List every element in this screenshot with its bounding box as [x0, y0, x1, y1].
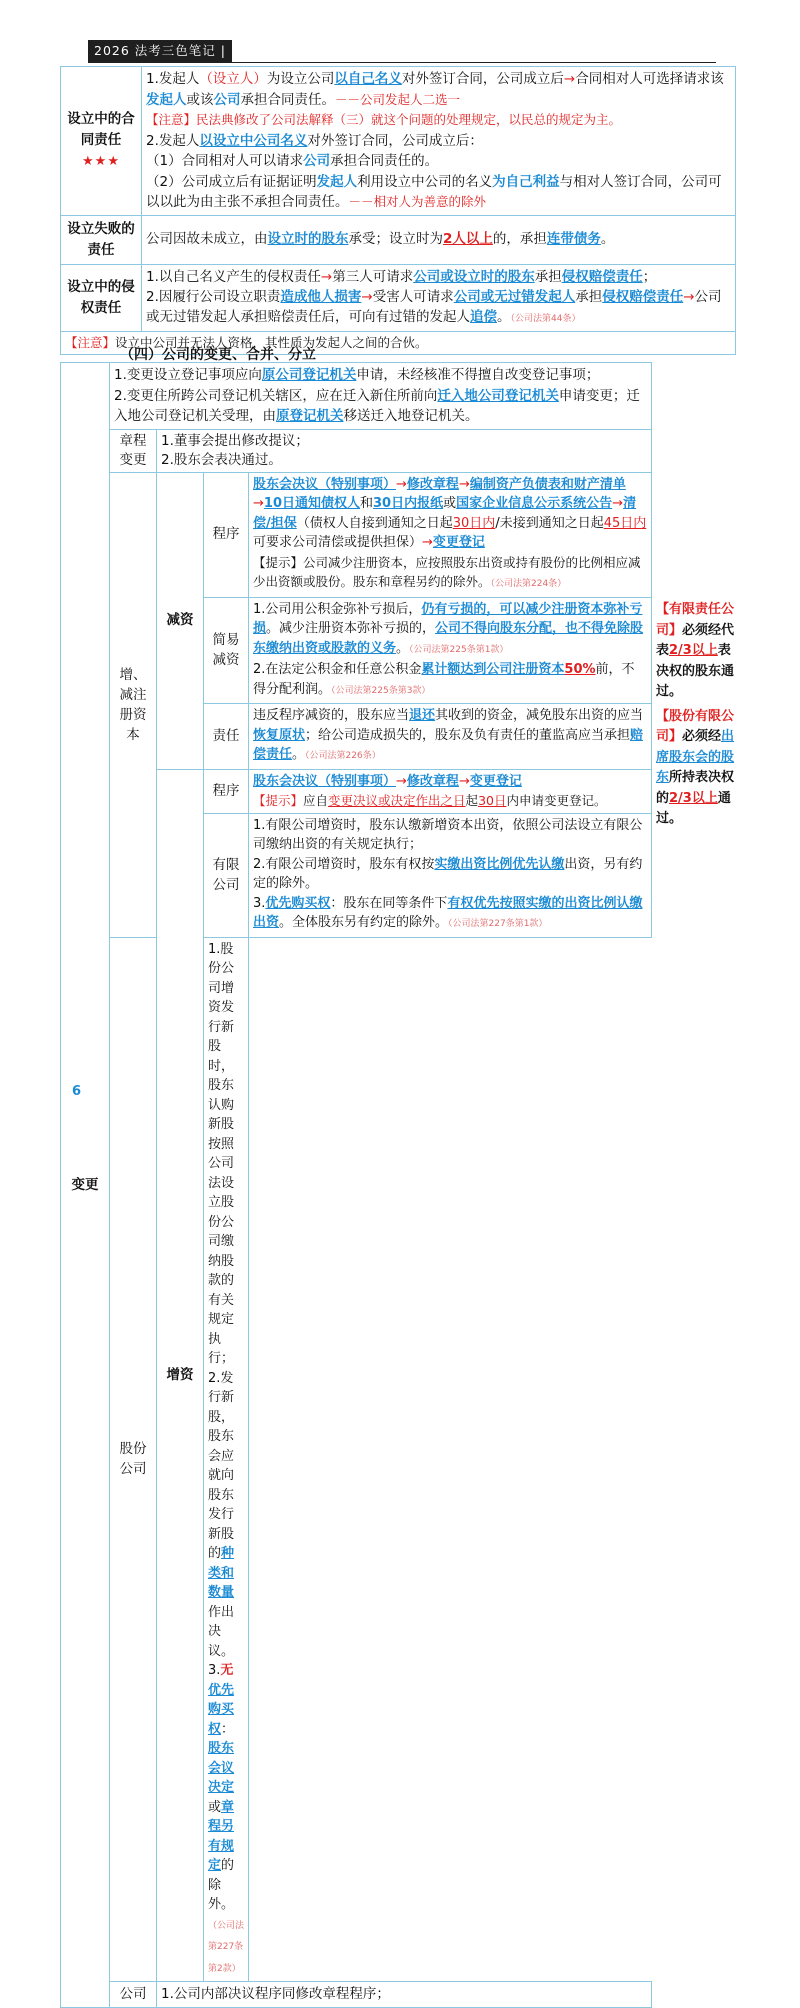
- capital-label: 增、减注册资本: [110, 472, 157, 937]
- tort-content: [142, 264, 736, 331]
- list-item: 1.有限公司增资时，股东认缴新增资本出资，依照公司法设立有限公司缴纳出资的有关规定执行；: [253, 817, 643, 852]
- list-item: 1.董事会提出修改提议；: [161, 432, 309, 449]
- table-row: [61, 67, 736, 216]
- row-label-tort: 设立中的侵权责任: [61, 264, 142, 331]
- header-rule: [88, 62, 716, 63]
- increase-label: 增资: [157, 769, 204, 1982]
- table-row: [61, 1982, 652, 2008]
- table-row: [61, 937, 652, 1982]
- list-item: 1.发起人（设立人）为设立公司以自己名义对外签订合同，公司成立后→合同相对人可选择请求该发起人或该公司承担合同责任。－－公司发起人二选一: [146, 71, 724, 108]
- reduce-responsibility: 违反程序减资的，股东应当退还其收到的资金，减免股东出资的应当恢复原状；给公司造成损失的，股东及负有责任的董监高应当承担赔偿责任。（公司法第226条）: [249, 704, 652, 770]
- page-number: 6: [72, 1084, 82, 1099]
- llc-label: 有限公司: [204, 813, 249, 937]
- side-note: [656, 600, 736, 830]
- charter-label: 章程变更: [110, 429, 157, 472]
- list-item: 3.无优先购买权：股东会议决定或章程另有规定的除外。（公司法第227条第2款）: [208, 1663, 245, 1974]
- table-row: [61, 363, 652, 430]
- row-label-failure: 设立失败的责任: [61, 215, 142, 264]
- list-item: 1.以自己名义产生的侵权责任→第三人可请求公司或设立时的股东承担侵权赔偿责任；: [146, 268, 657, 285]
- last-content: 1.公司内部决议程序同修改章程程序；: [157, 1982, 652, 2008]
- simple-label: 简易减资: [204, 597, 249, 704]
- row-label-text: 设立中的合同责任: [67, 111, 135, 149]
- list-item: 2.有限公司增资时，股东有权按实缴出资比例优先认缴出资，另有约定的除外。: [253, 856, 643, 891]
- table-row: [61, 472, 652, 597]
- simple-reduce: [249, 597, 652, 704]
- table-row: [61, 264, 736, 331]
- list-item: 1.变更设立登记事项应向原公司登记机关申请，未经核准不得擅自改变登记事项；: [114, 367, 600, 383]
- list-item: 2.股东会表决通过。: [161, 451, 282, 468]
- llc-increase: [249, 813, 652, 937]
- list-item: 3.优先购买权：股东在同等条件下有权优先按照实缴的出资比例认缴出资。全体股东另有约定的除外。（公司法第227条第1款）: [253, 895, 643, 930]
- failure-content: 公司因故未成立，由设立时的股东承受；设立时为2人以上的，承担连带债务。: [142, 215, 736, 264]
- list-item: 2.因履行公司设立职责造成他人损害→受害人可请求公司或无过错发起人承担侵权赔偿责任→公司或无过错发起人承担赔偿责任后，可向有过错的发起人追偿。（公司法第44条）: [146, 288, 722, 325]
- company-change-table: [60, 362, 652, 2008]
- inc-proc-label: 程序: [204, 769, 249, 813]
- list-item: 2.发行新股，股东会应就向股东发行新股的种类和数量作出决议。: [208, 1370, 235, 1659]
- reduce-label: 减资: [157, 472, 204, 769]
- list-item: 1.公司用公积金弥补亏损后，仍有亏损的，可以减少注册资本弥补亏损。减少注册资本弥补亏损的，公司不得向股东分配，也不得免除股东缴纳出资或股款的义务。（公司法第225条第1款）: [253, 601, 644, 656]
- increase-procedure: [249, 769, 652, 813]
- note-text: 【注意】民法典修改了公司法解释（三）就这个问题的处理规定，以民总的规定为主。: [146, 112, 622, 127]
- charter-content: [157, 429, 652, 472]
- change-label: 变更: [61, 363, 110, 2008]
- row-label-contract: [61, 67, 142, 216]
- jsc-increase: [204, 937, 249, 1982]
- list-item: 1.股份公司增资发行新股时，股东认购新股按照公司法设立股份公司缴纳股款的有关规定执行；: [208, 941, 235, 1366]
- list-item: 2.变更住所跨公司登记机关辖区，应在迁入新住所前向迁入地公司登记机关申请变更；迁入地公司登记机关受理，由原登记机关移送迁入地登记机关。: [114, 387, 640, 424]
- page-header: 2026 法考三色笔记 | 商经: [88, 40, 232, 62]
- side-note-jsc: 【股份有限公司】必须经出席股东会的股东所持表决权的2/3以上通过。: [656, 708, 735, 826]
- jsc-label: 股份公司: [110, 937, 157, 1982]
- side-note-llc: 【有限责任公司】必须经代表2/3以上表决权的股东通过。: [656, 602, 735, 699]
- table-row: [61, 429, 652, 472]
- reduce-procedure: 股东会决议（特别事项）→修改章程→编制资产负债表和财产清单→10日通知债权人和30日内报纸或国家企业信息公示系统公告→清偿/担保（债权人自接到通知之日起30日内/未接到通知之日起45日内可要求公司清偿或提供担保）→变更登记 【提示】公司减少注册资本，应按照股东出资或持有股份的比例相应减少出资额或股份。股东和章程另约的除外。（公司法第224条）: [249, 472, 652, 597]
- resp-label: 责任: [204, 704, 249, 770]
- section-title: （四）公司的变更、合并、分立: [120, 347, 316, 363]
- change-intro: [110, 363, 652, 430]
- proc-label: 程序: [204, 472, 249, 597]
- list-item: （1）合同相对人可以请求公司承担合同责任的。: [146, 153, 439, 169]
- stars-icon: ★★★: [82, 154, 120, 170]
- contract-content: [142, 67, 736, 216]
- list-item: 2.在法定公积金和任意公积金累计额达到公司注册资本50%前，不得分配利润。（公司法第225条第3款）: [253, 662, 635, 697]
- tip-text: 【提示】应自变更决议或决定作出之日起30日内申请变更登记。: [253, 793, 607, 808]
- table-row: [61, 215, 736, 264]
- list-item: 股东会决议（特别事项）→修改章程→变更登记: [253, 773, 522, 789]
- list-item: （2）公司成立后有证据证明发起人利用设立中公司的名义为自己利益与相对人签订合同，公司可以以此为由主张不承担合同责任。－－相对人为善意的除外: [146, 173, 722, 210]
- note-row: 【注意】设立中公司并无法人资格，其性质为发起人之间的合伙。: [61, 331, 736, 354]
- tip-text: 【提示】公司减少注册资本，应按照股东出资或持有股份的比例相应减少出资额或股份。股东和章程另约的除外。（公司法第224条）: [253, 554, 641, 589]
- list-item: 2.发起人以设立中公司名义对外签订合同，公司成立后：: [146, 132, 483, 149]
- formation-liability-table: [60, 66, 736, 355]
- last-label: 公司: [110, 1982, 157, 2008]
